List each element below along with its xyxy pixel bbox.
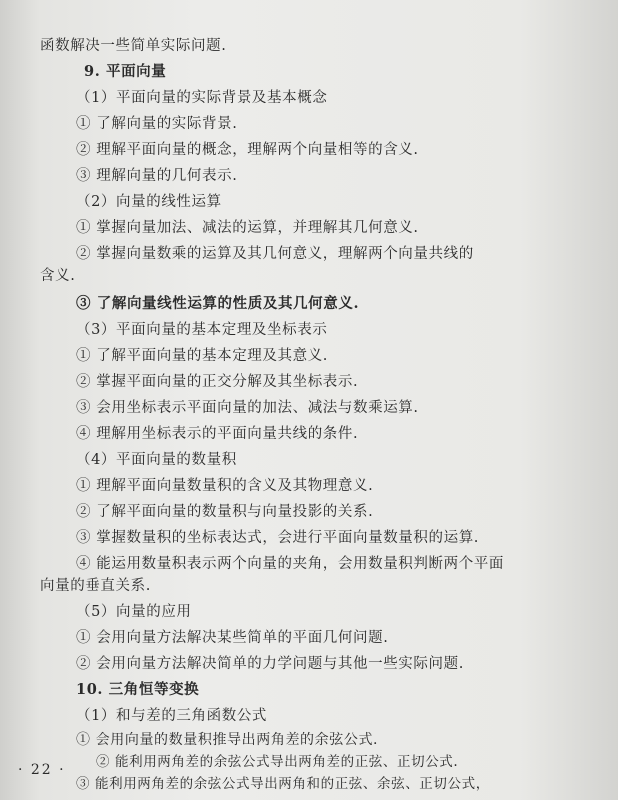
text-line: ④ 理解用坐标表示的平面向量共线的条件.	[76, 426, 359, 442]
text-line: ③ 了解向量线性运算的性质及其几何意义.	[76, 295, 360, 312]
text-line: ③ 会用坐标表示平面向量的加法、减法与数乘运算.	[76, 400, 419, 416]
text-line: ③ 能利用两角差的余弦公式导出两角和的正弦、余弦、正切公式，	[76, 776, 490, 792]
text-line: ② 会用向量方法解决简单的力学问题与其他一些实际问题.	[76, 656, 464, 672]
text-line: ② 掌握向量数乘的运算及其几何意义，理解两个向量共线的	[76, 246, 474, 262]
text-line: ① 了解平面向量的基本定理及其意义.	[76, 348, 329, 364]
text-line: ② 掌握平面向量的正交分解及其坐标表示.	[76, 374, 359, 390]
subsection-heading: （5）向量的应用	[76, 604, 192, 620]
text-line: ① 会用向量方法解决某些简单的平面几何问题.	[76, 630, 389, 646]
section-heading: 9. 平面向量	[84, 63, 167, 80]
text-line: ④ 能运用数量积表示两个向量的夹角，会用数量积判断两个平面	[76, 556, 505, 572]
text-line: ② 能利用两角差的余弦公式导出两角差的正弦、正切公式.	[96, 754, 459, 770]
text-line: ③ 掌握数量积的坐标表达式，会进行平面向量数量积的运算.	[76, 530, 480, 546]
text-line: ① 了解向量的实际背景.	[76, 116, 238, 132]
text-line: ③ 理解向量的几何表示.	[76, 168, 238, 184]
subsection-heading: （1）平面向量的实际背景及基本概念	[76, 90, 328, 106]
text-line: ② 理解平面向量的概念，理解两个向量相等的含义.	[76, 142, 419, 158]
section-heading: 10. 三角恒等变换	[76, 681, 200, 698]
subsection-heading: （2）向量的线性运算	[76, 194, 222, 210]
subsection-heading: （4）平面向量的数量积	[76, 452, 237, 468]
page-number: · 22 ·	[18, 762, 66, 778]
text-line: 函数解决一些简单实际问题.	[40, 38, 227, 54]
subsection-heading: （1）和与差的三角函数公式	[76, 708, 268, 724]
text-line: ① 理解平面向量数量积的含义及其物理意义.	[76, 478, 374, 494]
subsection-heading: （3）平面向量的基本定理及坐标表示	[76, 322, 328, 338]
text-line: 含义.	[40, 268, 76, 284]
text-line: ① 掌握向量加法、减法的运算，并理解其几何意义.	[76, 220, 419, 236]
text-line: 向量的垂直关系.	[40, 578, 151, 594]
text-line: ② 了解平面向量的数量积与向量投影的关系.	[76, 504, 374, 520]
text-line: ① 会用向量的数量积推导出两角差的余弦公式.	[76, 732, 379, 748]
